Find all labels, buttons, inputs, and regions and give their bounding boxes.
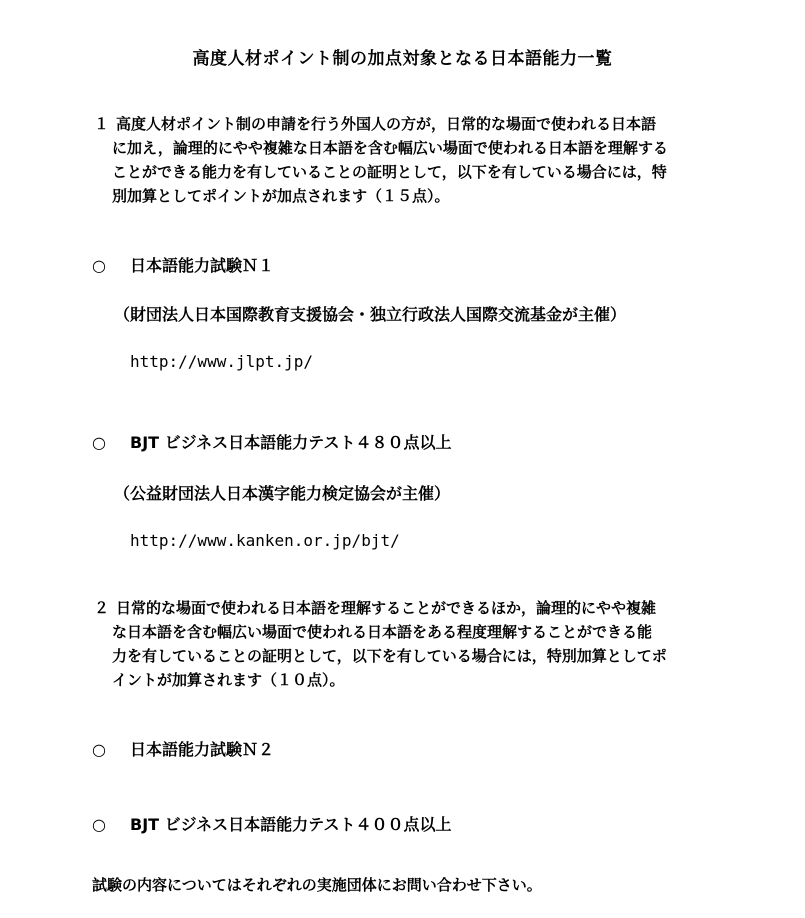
section-2-line-3: 力を有していることの証明として，以下を有している場合には，特別加算としてポ xyxy=(112,647,667,665)
item-name: 日本語能力試験Ｎ１ xyxy=(130,256,275,275)
url-bjt-link[interactable]: http://www.kanken.or.jp/bjt/ xyxy=(130,531,400,550)
section-2-line-2: な日本語を含む幅広い場面で使われる日本語をある程度理解することができる能 xyxy=(112,623,653,641)
page-title: 高度人材ポイント制の加点対象となる日本語能力一覧 xyxy=(192,49,613,69)
section-2-line-1: ２ 日常的な場面で使われる日本語を理解することができるほか，論理的にやや複雑 xyxy=(94,596,734,620)
organizer-kanken: （公益財団法人日本漢字能力検定協会が主催） xyxy=(114,484,451,503)
section-1-paragraph xyxy=(94,112,734,208)
organizer-jlpt: （財団法人日本国際教育支援協会・独立行政法人国際交流基金が主催） xyxy=(114,305,627,324)
section-1-line-1: １ 高度人材ポイント制の申請を行う外国人の方が，日常的な場面で使われる日本語 xyxy=(94,112,734,136)
list-item-jlpt-n2 xyxy=(92,737,274,760)
list-item-bjt-480 xyxy=(92,430,452,453)
item-name: BJT ビジネス日本語能力テスト４００点以上 xyxy=(130,815,452,834)
section-1-number: １ xyxy=(94,115,110,133)
list-item-bjt-400 xyxy=(92,812,452,835)
url-jlpt-link[interactable]: http://www.jlpt.jp/ xyxy=(130,352,314,371)
item-name: BJT ビジネス日本語能力テスト４８０点以上 xyxy=(130,433,452,452)
circle-bullet-icon: ○ xyxy=(92,740,106,759)
circle-bullet-icon: ○ xyxy=(92,815,106,834)
section-1-line-3: ことができる能力を有していることの証明として，以下を有している場合には，特 xyxy=(112,163,667,181)
section-2-line-4: イントが加算されます（１０点）。 xyxy=(112,671,345,689)
footer-note: 試験の内容についてはそれぞれの実施団体にお問い合わせ下さい。 xyxy=(92,876,542,894)
item-name: 日本語能力試験Ｎ２ xyxy=(130,740,275,759)
section-1-line-4: 別加算としてポイントが加点されます（１５点）。 xyxy=(112,187,450,205)
circle-bullet-icon: ○ xyxy=(92,256,106,275)
section-2-number: ２ xyxy=(94,599,110,617)
section-2-paragraph xyxy=(94,596,734,692)
list-item-jlpt-n1 xyxy=(92,253,274,276)
circle-bullet-icon: ○ xyxy=(92,433,106,452)
section-1-line-2: に加え，論理的にやや複雑な日本語を含む幅広い場面で使われる日本語を理解する xyxy=(112,139,668,157)
